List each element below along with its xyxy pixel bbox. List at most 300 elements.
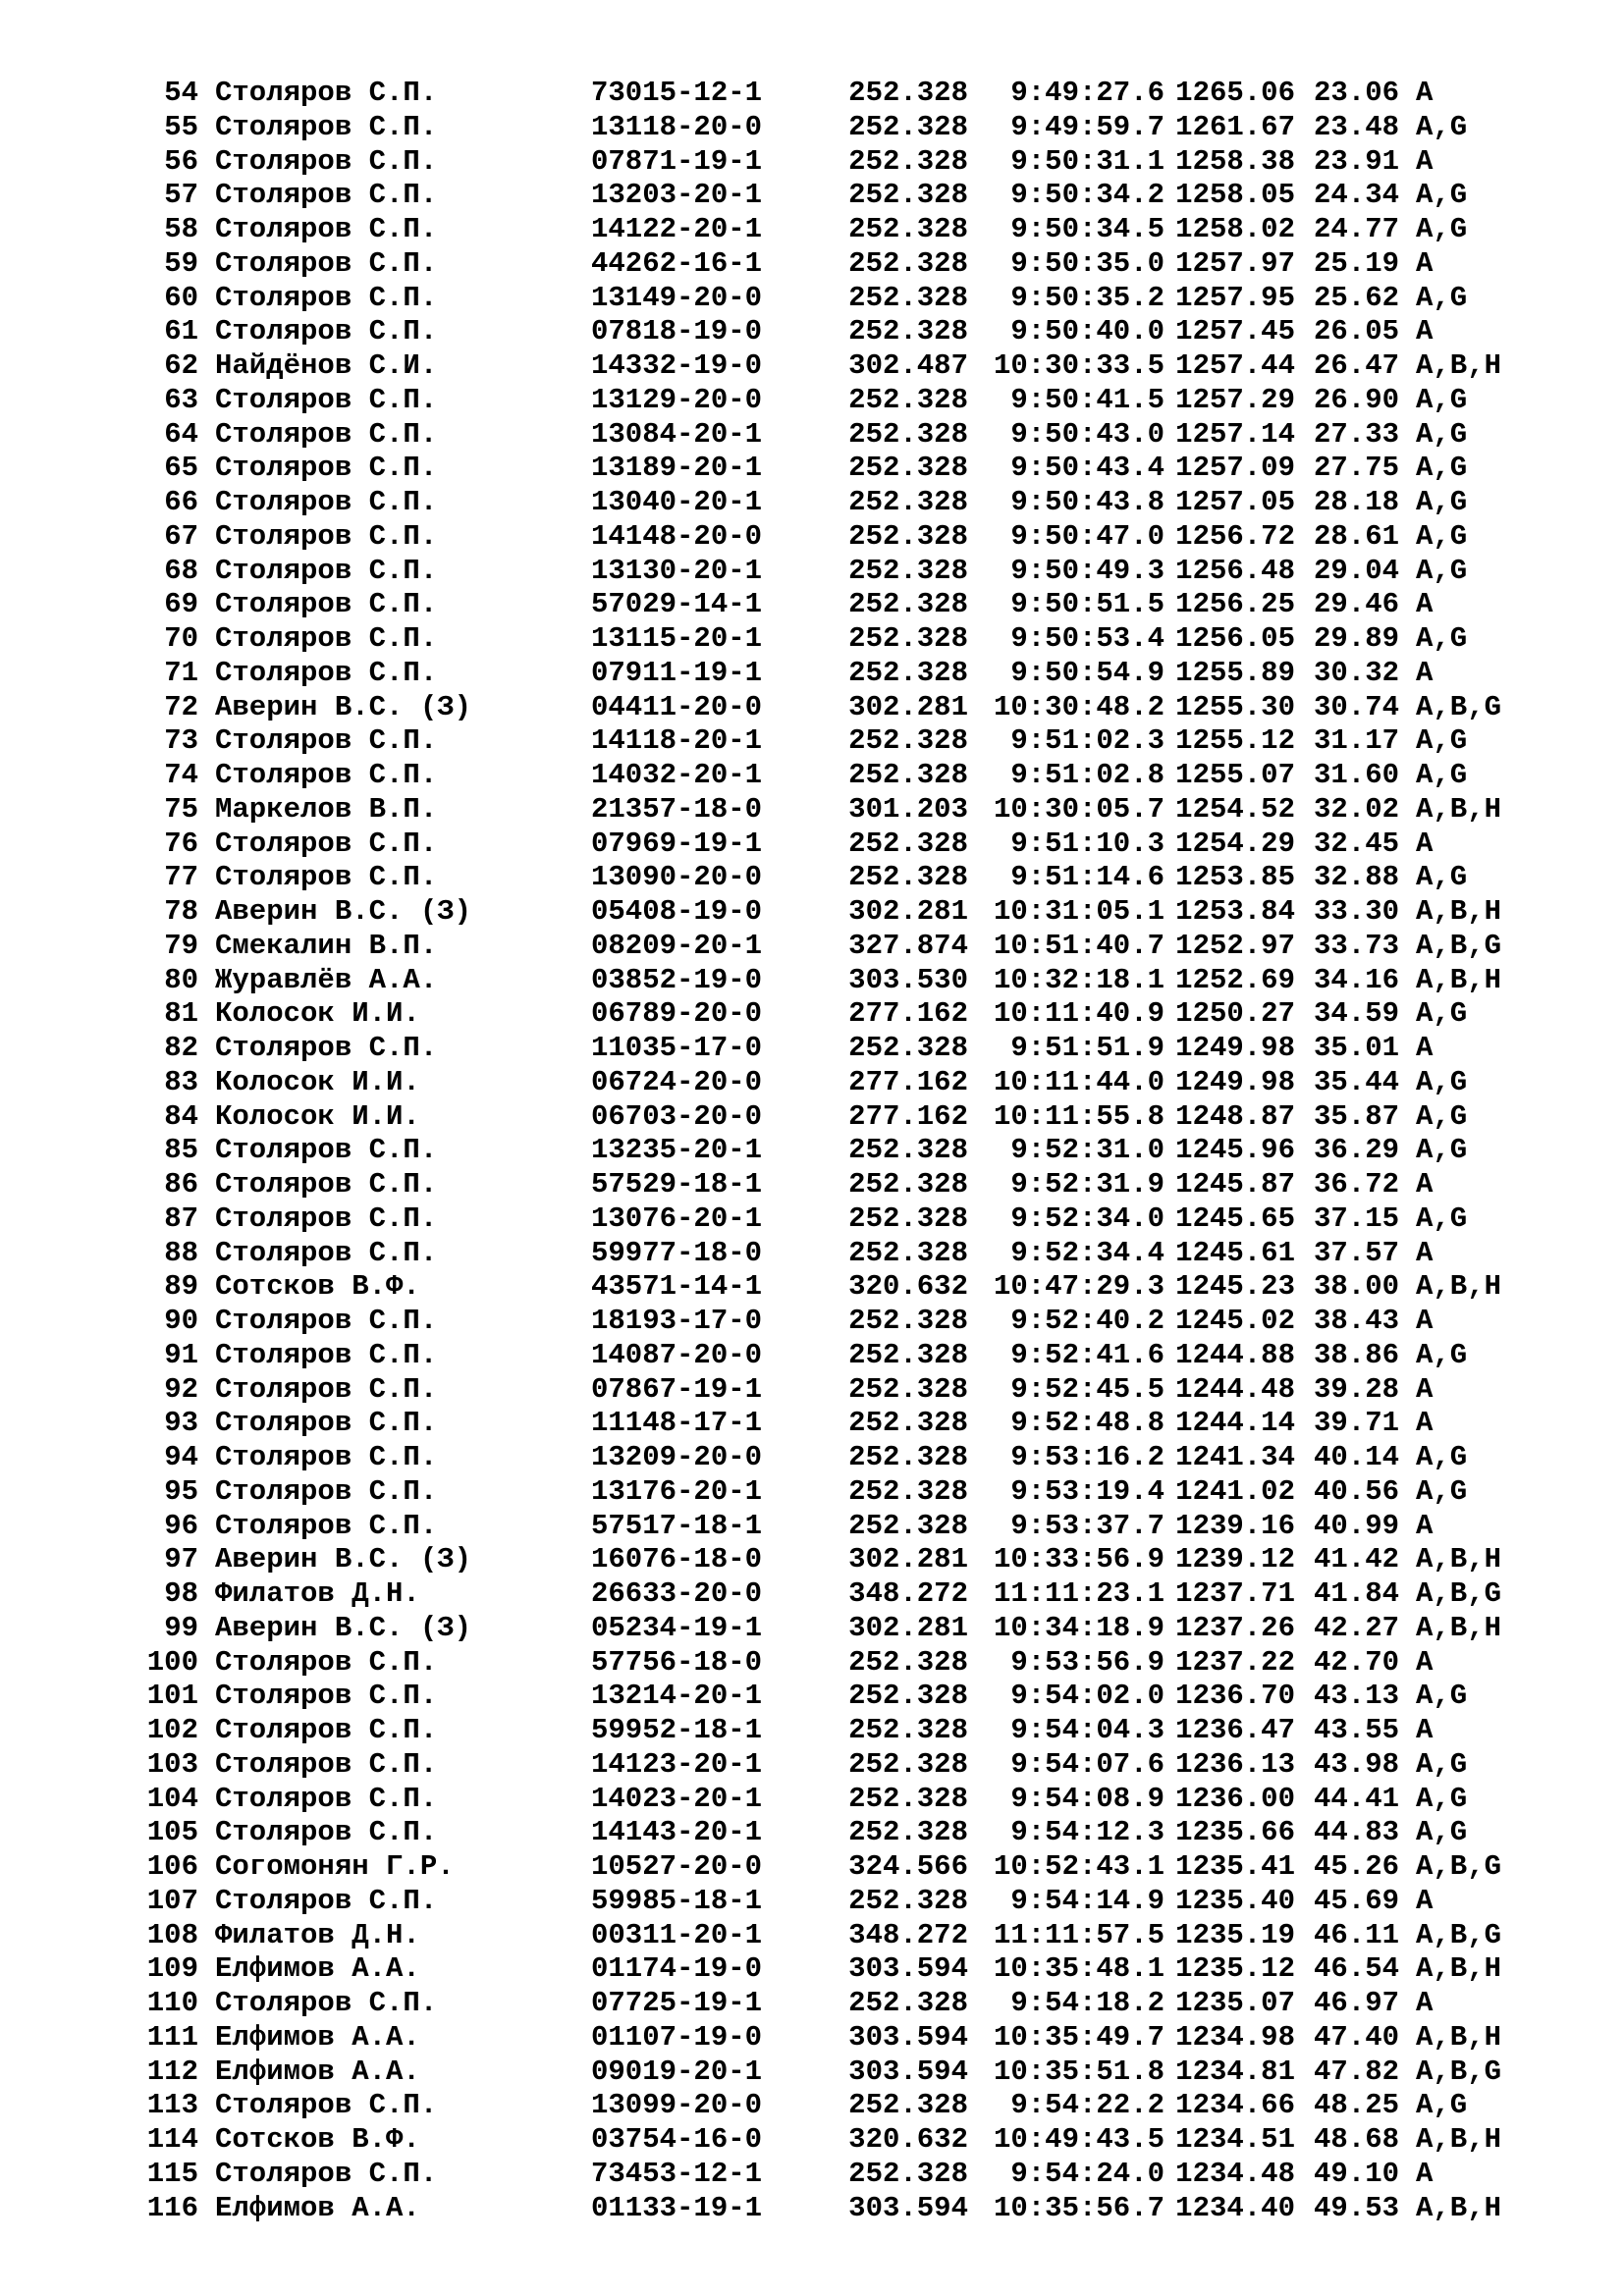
speed-cell: 1235.12 — [1175, 1952, 1295, 1986]
arrival-time-cell: 9:49:27.6 — [1010, 77, 1164, 109]
rank-cell: 96 — [164, 1509, 198, 1542]
arrival-time-cell: 9:53:19.4 — [1010, 1474, 1164, 1508]
distance-cell: 252.328 — [848, 1680, 968, 1713]
fancier-name-cell: Столяров С.П. — [215, 452, 438, 485]
result-row — [135, 724, 1573, 759]
distance-cell: 252.328 — [848, 2089, 968, 2122]
speed-cell: 1252.97 — [1175, 929, 1295, 962]
speed-cell: 1256.48 — [1175, 554, 1295, 587]
rank-cell: 103 — [146, 1747, 198, 1781]
rank-cell: 85 — [164, 1134, 198, 1167]
coefficient-cell: 27.75 — [1313, 452, 1399, 485]
arrival-time-cell: 9:53:37.7 — [1010, 1509, 1164, 1542]
distance-cell: 252.328 — [848, 519, 968, 553]
rank-cell: 69 — [164, 588, 198, 621]
arrival-time-cell: 10:35:51.8 — [993, 2055, 1164, 2088]
speed-cell: 1254.29 — [1175, 827, 1295, 860]
speed-cell: 1257.09 — [1175, 452, 1295, 485]
result-row — [135, 657, 1573, 691]
rank-cell: 86 — [164, 1168, 198, 1201]
distance-cell: 277.162 — [848, 1065, 968, 1098]
flags-cell: A,G — [1416, 179, 1468, 212]
rank-cell: 68 — [164, 554, 198, 587]
distance-cell: 252.328 — [848, 622, 968, 655]
result-row — [135, 1783, 1573, 1817]
fancier-name-cell: Столяров С.П. — [215, 1782, 438, 1815]
ring-number-cell: 21357-18-0 — [591, 792, 763, 826]
flags-cell: A,G — [1416, 622, 1468, 655]
fancier-name-cell: Елфимов А.А. — [215, 2020, 420, 2054]
fancier-name-cell: Смекалин В.П. — [215, 929, 438, 962]
flags-cell: A — [1416, 1714, 1434, 1746]
flags-cell: A,B,G — [1416, 690, 1502, 723]
rank-cell: 98 — [164, 1577, 198, 1610]
rank-cell: 115 — [146, 2157, 198, 2190]
speed-cell: 1244.88 — [1175, 1338, 1295, 1371]
distance-cell: 252.328 — [848, 1407, 968, 1440]
coefficient-cell: 38.43 — [1313, 1305, 1399, 1337]
result-row — [135, 349, 1573, 384]
coefficient-cell: 47.82 — [1313, 2055, 1399, 2088]
distance-cell: 252.328 — [848, 1782, 968, 1815]
arrival-time-cell: 9:53:56.9 — [1010, 1645, 1164, 1679]
flags-cell: A — [1416, 246, 1434, 280]
distance-cell: 252.328 — [848, 110, 968, 143]
flags-cell: A,G — [1416, 1441, 1468, 1473]
fancier-name-cell: Столяров С.П. — [215, 179, 438, 212]
arrival-time-cell: 9:50:34.2 — [1010, 179, 1164, 212]
arrival-time-cell: 9:49:59.7 — [1010, 110, 1164, 143]
result-row — [135, 1032, 1573, 1066]
ring-number-cell: 14032-20-1 — [591, 759, 763, 791]
flags-cell: A,G — [1416, 997, 1468, 1031]
rank-cell: 57 — [164, 179, 198, 212]
ring-number-cell: 13129-20-0 — [591, 383, 763, 416]
coefficient-cell: 26.05 — [1313, 315, 1399, 348]
fancier-name-cell: Колосок И.И. — [215, 997, 420, 1031]
fancier-name-cell: Елфимов А.А. — [215, 2191, 420, 2224]
fancier-name-cell: Столяров С.П. — [215, 1134, 438, 1167]
flags-cell: A — [1416, 1407, 1434, 1440]
speed-cell: 1245.65 — [1175, 1201, 1295, 1235]
rank-cell: 97 — [164, 1543, 198, 1576]
distance-cell: 252.328 — [848, 1816, 968, 1849]
fancier-name-cell: Согомонян Г.Р. — [215, 1850, 455, 1883]
flags-cell: A,B,G — [1416, 929, 1502, 962]
result-row — [135, 793, 1573, 828]
flags-cell: A,B,H — [1416, 2123, 1502, 2156]
ring-number-cell: 13149-20-0 — [591, 281, 763, 314]
flags-cell: A,G — [1416, 1099, 1468, 1133]
flags-cell: A,B,H — [1416, 1270, 1502, 1304]
speed-cell: 1257.05 — [1175, 486, 1295, 518]
coefficient-cell: 24.77 — [1313, 213, 1399, 245]
speed-cell: 1241.34 — [1175, 1441, 1295, 1473]
fancier-name-cell: Столяров С.П. — [215, 827, 438, 860]
result-row — [135, 1680, 1573, 1714]
coefficient-cell: 30.74 — [1313, 690, 1399, 723]
arrival-time-cell: 9:52:34.4 — [1010, 1236, 1164, 1269]
coefficient-cell: 46.11 — [1313, 1918, 1399, 1951]
speed-cell: 1236.47 — [1175, 1714, 1295, 1746]
result-row — [135, 1987, 1573, 2021]
coefficient-cell: 26.47 — [1313, 349, 1399, 382]
rank-cell: 67 — [164, 519, 198, 553]
result-row — [135, 555, 1573, 589]
ring-number-cell: 08209-20-1 — [591, 929, 763, 962]
fancier-name-cell: Столяров С.П. — [215, 213, 438, 245]
ring-number-cell: 26633-20-0 — [591, 1577, 763, 1610]
coefficient-cell: 32.02 — [1313, 792, 1399, 826]
fancier-name-cell: Столяров С.П. — [215, 315, 438, 348]
coefficient-cell: 35.01 — [1313, 1032, 1399, 1064]
distance-cell: 252.328 — [848, 1134, 968, 1167]
fancier-name-cell: Аверин В.С. (З) — [215, 1611, 472, 1644]
flags-cell: A,G — [1416, 1065, 1468, 1098]
rank-cell: 76 — [164, 827, 198, 860]
coefficient-cell: 46.54 — [1313, 1952, 1399, 1986]
ring-number-cell: 13118-20-0 — [591, 110, 763, 143]
flags-cell: A — [1416, 144, 1434, 178]
arrival-time-cell: 10:47:29.3 — [993, 1270, 1164, 1304]
speed-cell: 1234.40 — [1175, 2191, 1295, 2224]
ring-number-cell: 06703-20-0 — [591, 1099, 763, 1133]
flags-cell: A,G — [1416, 383, 1468, 416]
result-row — [135, 964, 1573, 998]
result-row — [135, 997, 1573, 1032]
rank-cell: 109 — [146, 1952, 198, 1986]
rank-cell: 101 — [146, 1680, 198, 1713]
arrival-time-cell: 9:50:35.2 — [1010, 281, 1164, 314]
distance-cell: 302.487 — [848, 349, 968, 382]
distance-cell: 252.328 — [848, 246, 968, 280]
coefficient-cell: 45.69 — [1313, 1884, 1399, 1917]
flags-cell: A — [1416, 315, 1434, 348]
ring-number-cell: 59952-18-1 — [591, 1714, 763, 1746]
ring-number-cell: 11148-17-1 — [591, 1407, 763, 1440]
speed-cell: 1245.96 — [1175, 1134, 1295, 1167]
arrival-time-cell: 9:54:07.6 — [1010, 1747, 1164, 1781]
fancier-name-cell: Столяров С.П. — [215, 554, 438, 587]
ring-number-cell: 00311-20-1 — [591, 1918, 763, 1951]
rank-cell: 80 — [164, 963, 198, 996]
arrival-time-cell: 10:11:40.9 — [993, 997, 1164, 1031]
ring-number-cell: 01107-19-0 — [591, 2020, 763, 2054]
fancier-name-cell: Столяров С.П. — [215, 2089, 438, 2122]
coefficient-cell: 32.45 — [1313, 827, 1399, 860]
result-row — [135, 1475, 1573, 1510]
distance-cell: 277.162 — [848, 997, 968, 1031]
distance-cell: 252.328 — [848, 724, 968, 758]
ring-number-cell: 14087-20-0 — [591, 1338, 763, 1371]
speed-cell: 1252.69 — [1175, 963, 1295, 996]
arrival-time-cell: 9:50:51.5 — [1010, 588, 1164, 621]
fancier-name-cell: Столяров С.П. — [215, 1168, 438, 1201]
result-row — [135, 861, 1573, 895]
speed-cell: 1245.87 — [1175, 1168, 1295, 1201]
coefficient-cell: 31.17 — [1313, 724, 1399, 758]
fancier-name-cell: Маркелов В.П. — [215, 792, 438, 826]
flags-cell: A,G — [1416, 110, 1468, 143]
result-row — [135, 2123, 1573, 2158]
distance-cell: 303.530 — [848, 963, 968, 996]
result-row — [135, 179, 1573, 213]
arrival-time-cell: 9:51:10.3 — [1010, 827, 1164, 860]
ring-number-cell: 14118-20-1 — [591, 724, 763, 758]
speed-cell: 1258.05 — [1175, 179, 1295, 212]
result-row — [135, 1441, 1573, 1475]
rank-cell: 100 — [146, 1645, 198, 1679]
fancier-name-cell: Столяров С.П. — [215, 383, 438, 416]
rank-cell: 93 — [164, 1407, 198, 1440]
rank-cell: 84 — [164, 1099, 198, 1133]
rank-cell: 75 — [164, 792, 198, 826]
arrival-time-cell: 9:54:22.2 — [1010, 2089, 1164, 2122]
rank-cell: 79 — [164, 929, 198, 962]
arrival-time-cell: 9:52:31.0 — [1010, 1134, 1164, 1167]
fancier-name-cell: Столяров С.П. — [215, 1645, 438, 1679]
speed-cell: 1255.89 — [1175, 656, 1295, 689]
arrival-time-cell: 10:52:43.1 — [993, 1850, 1164, 1883]
rank-cell: 89 — [164, 1270, 198, 1304]
rank-cell: 91 — [164, 1338, 198, 1371]
fancier-name-cell: Столяров С.П. — [215, 1816, 438, 1849]
ring-number-cell: 04411-20-0 — [591, 690, 763, 723]
speed-cell: 1249.98 — [1175, 1032, 1295, 1064]
fancier-name-cell: Столяров С.П. — [215, 588, 438, 621]
flags-cell: A — [1416, 2157, 1434, 2190]
rank-cell: 63 — [164, 383, 198, 416]
result-row — [135, 895, 1573, 930]
coefficient-cell: 41.84 — [1313, 1577, 1399, 1610]
flags-cell: A,B,H — [1416, 1543, 1502, 1576]
flags-cell: A — [1416, 1032, 1434, 1064]
speed-cell: 1234.81 — [1175, 2055, 1295, 2088]
ring-number-cell: 13209-20-0 — [591, 1441, 763, 1473]
rank-cell: 87 — [164, 1201, 198, 1235]
result-row — [135, 1373, 1573, 1408]
distance-cell: 252.328 — [848, 588, 968, 621]
coefficient-cell: 40.56 — [1313, 1474, 1399, 1508]
flags-cell: A,B,H — [1416, 2191, 1502, 2224]
fancier-name-cell: Столяров С.П. — [215, 246, 438, 280]
coefficient-cell: 41.42 — [1313, 1543, 1399, 1576]
rank-cell: 55 — [164, 110, 198, 143]
distance-cell: 252.328 — [848, 656, 968, 689]
ring-number-cell: 13090-20-0 — [591, 861, 763, 894]
rank-cell: 105 — [146, 1816, 198, 1849]
distance-cell: 320.632 — [848, 1270, 968, 1304]
fancier-name-cell: Столяров С.П. — [215, 1714, 438, 1746]
arrival-time-cell: 9:54:14.9 — [1010, 1884, 1164, 1917]
ring-number-cell: 09019-20-1 — [591, 2055, 763, 2088]
arrival-time-cell: 9:50:31.1 — [1010, 144, 1164, 178]
result-row — [135, 1407, 1573, 1441]
ring-number-cell: 16076-18-0 — [591, 1543, 763, 1576]
arrival-time-cell: 10:51:40.7 — [993, 929, 1164, 962]
speed-cell: 1235.66 — [1175, 1816, 1295, 1849]
arrival-time-cell: 9:53:16.2 — [1010, 1441, 1164, 1473]
result-row — [135, 77, 1573, 111]
rank-cell: 70 — [164, 622, 198, 655]
distance-cell: 252.328 — [848, 1884, 968, 1917]
speed-cell: 1237.71 — [1175, 1577, 1295, 1610]
result-row — [135, 1305, 1573, 1339]
arrival-time-cell: 9:50:43.8 — [1010, 486, 1164, 518]
arrival-time-cell: 9:50:43.4 — [1010, 452, 1164, 485]
distance-cell: 252.328 — [848, 1168, 968, 1201]
fancier-name-cell: Столяров С.П. — [215, 1747, 438, 1781]
ring-number-cell: 06789-20-0 — [591, 997, 763, 1031]
flags-cell: A,G — [1416, 861, 1468, 894]
flags-cell: A,B,H — [1416, 349, 1502, 382]
flags-cell: A,G — [1416, 417, 1468, 451]
ring-number-cell: 59985-18-1 — [591, 1884, 763, 1917]
fancier-name-cell: Столяров С.П. — [215, 1236, 438, 1269]
result-row — [135, 1612, 1573, 1646]
result-row — [135, 315, 1573, 349]
flags-cell: A,B,H — [1416, 1611, 1502, 1644]
speed-cell: 1250.27 — [1175, 997, 1295, 1031]
distance-cell: 252.328 — [848, 1201, 968, 1235]
distance-cell: 252.328 — [848, 315, 968, 348]
ring-number-cell: 14332-19-0 — [591, 349, 763, 382]
coefficient-cell: 28.61 — [1313, 519, 1399, 553]
ring-number-cell: 13084-20-1 — [591, 417, 763, 451]
flags-cell: A — [1416, 1987, 1434, 2019]
ring-number-cell: 13076-20-1 — [591, 1201, 763, 1235]
ring-number-cell: 73015-12-1 — [591, 77, 763, 109]
speed-cell: 1235.40 — [1175, 1884, 1295, 1917]
coefficient-cell: 37.57 — [1313, 1236, 1399, 1269]
speed-cell: 1234.98 — [1175, 2020, 1295, 2054]
rank-cell: 78 — [164, 895, 198, 928]
distance-cell: 301.203 — [848, 792, 968, 826]
rank-cell: 73 — [164, 724, 198, 758]
distance-cell: 252.328 — [848, 2157, 968, 2190]
distance-cell: 303.594 — [848, 2191, 968, 2224]
coefficient-cell: 40.14 — [1313, 1441, 1399, 1473]
fancier-name-cell: Аверин В.С. (З) — [215, 895, 472, 928]
fancier-name-cell: Журавлёв А.А. — [215, 963, 438, 996]
rank-cell: 90 — [164, 1305, 198, 1337]
arrival-time-cell: 9:50:41.5 — [1010, 383, 1164, 416]
distance-cell: 252.328 — [848, 417, 968, 451]
rank-cell: 82 — [164, 1032, 198, 1064]
arrival-time-cell: 9:52:34.0 — [1010, 1201, 1164, 1235]
flags-cell: A — [1416, 1884, 1434, 1917]
ring-number-cell: 06724-20-0 — [591, 1065, 763, 1098]
result-row — [135, 145, 1573, 180]
fancier-name-cell: Столяров С.П. — [215, 417, 438, 451]
speed-cell: 1256.72 — [1175, 519, 1295, 553]
result-row — [135, 213, 1573, 247]
fancier-name-cell: Аверин В.С. (З) — [215, 1543, 472, 1576]
flags-cell: A — [1416, 1509, 1434, 1542]
fancier-name-cell: Столяров С.П. — [215, 1441, 438, 1473]
result-row — [135, 247, 1573, 282]
rank-cell: 116 — [146, 2191, 198, 2224]
ring-number-cell: 73453-12-1 — [591, 2157, 763, 2190]
coefficient-cell: 34.59 — [1313, 997, 1399, 1031]
speed-cell: 1257.95 — [1175, 281, 1295, 314]
speed-cell: 1257.97 — [1175, 246, 1295, 280]
speed-cell: 1257.29 — [1175, 383, 1295, 416]
coefficient-cell: 47.40 — [1313, 2020, 1399, 2054]
ring-number-cell: 59977-18-0 — [591, 1236, 763, 1269]
arrival-time-cell: 9:50:40.0 — [1010, 315, 1164, 348]
result-row — [135, 691, 1573, 725]
ring-number-cell: 13115-20-1 — [591, 622, 763, 655]
fancier-name-cell: Колосок И.И. — [215, 1065, 420, 1098]
arrival-time-cell: 9:50:49.3 — [1010, 554, 1164, 587]
coefficient-cell: 45.26 — [1313, 1850, 1399, 1883]
result-row — [135, 1066, 1573, 1100]
coefficient-cell: 39.28 — [1313, 1372, 1399, 1406]
rank-cell: 81 — [164, 997, 198, 1031]
speed-cell: 1256.25 — [1175, 588, 1295, 621]
coefficient-cell: 30.32 — [1313, 656, 1399, 689]
rank-cell: 61 — [164, 315, 198, 348]
speed-cell: 1234.48 — [1175, 2157, 1295, 2190]
flags-cell: A,B,H — [1416, 963, 1502, 996]
distance-cell: 327.874 — [848, 929, 968, 962]
result-row — [135, 2158, 1573, 2192]
fancier-name-cell: Елфимов А.А. — [215, 2055, 420, 2088]
coefficient-cell: 48.68 — [1313, 2123, 1399, 2156]
arrival-time-cell: 10:30:33.5 — [993, 349, 1164, 382]
rank-cell: 60 — [164, 281, 198, 314]
ring-number-cell: 07911-19-1 — [591, 656, 763, 689]
coefficient-cell: 28.18 — [1313, 486, 1399, 518]
flags-cell: A,G — [1416, 452, 1468, 485]
distance-cell: 252.328 — [848, 486, 968, 518]
coefficient-cell: 23.48 — [1313, 110, 1399, 143]
result-row — [135, 1100, 1573, 1135]
ring-number-cell: 43571-14-1 — [591, 1270, 763, 1304]
flags-cell: A,B,H — [1416, 895, 1502, 928]
coefficient-cell: 40.99 — [1313, 1509, 1399, 1542]
flags-cell: A,B,H — [1416, 1952, 1502, 1986]
rank-cell: 72 — [164, 690, 198, 723]
flags-cell: A,G — [1416, 1747, 1468, 1781]
arrival-time-cell: 9:50:54.9 — [1010, 656, 1164, 689]
fancier-name-cell: Столяров С.П. — [215, 1032, 438, 1064]
flags-cell: A,G — [1416, 486, 1468, 518]
flags-cell: A,B,G — [1416, 1577, 1502, 1610]
flags-cell: A — [1416, 656, 1434, 689]
distance-cell: 252.328 — [848, 1032, 968, 1064]
flags-cell: A,G — [1416, 759, 1468, 791]
fancier-name-cell: Столяров С.П. — [215, 281, 438, 314]
flags-cell: A,B,G — [1416, 2055, 1502, 2088]
result-row — [135, 1952, 1573, 1987]
ring-number-cell: 01133-19-1 — [591, 2191, 763, 2224]
speed-cell: 1255.07 — [1175, 759, 1295, 791]
coefficient-cell: 26.90 — [1313, 383, 1399, 416]
speed-cell: 1244.14 — [1175, 1407, 1295, 1440]
rank-cell: 64 — [164, 417, 198, 451]
arrival-time-cell: 9:54:04.3 — [1010, 1714, 1164, 1746]
speed-cell: 1261.67 — [1175, 110, 1295, 143]
result-row — [135, 930, 1573, 964]
rank-cell: 56 — [164, 144, 198, 178]
fancier-name-cell: Столяров С.П. — [215, 1987, 438, 2019]
fancier-name-cell: Сотсков В.Ф. — [215, 2123, 420, 2156]
result-row — [135, 2021, 1573, 2056]
rank-cell: 74 — [164, 759, 198, 791]
speed-cell: 1256.05 — [1175, 622, 1295, 655]
